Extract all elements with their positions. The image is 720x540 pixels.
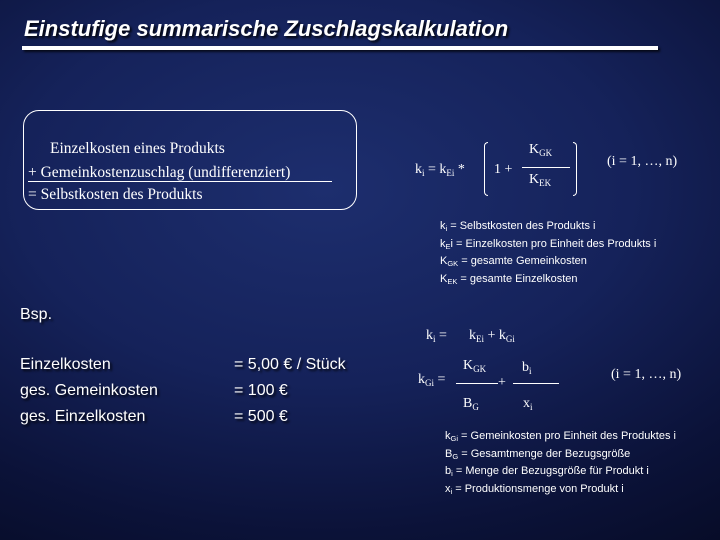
formula1-one-plus: 1 + xyxy=(494,162,513,177)
formula2-lhs: $k_i$ = xyxy=(426,328,447,344)
example-heading: Bsp. xyxy=(20,306,53,323)
formula1-denominator: $K_{EK}$ xyxy=(529,172,552,188)
formula3-denominator-2: $x_i$ xyxy=(523,396,533,412)
legend-1 xyxy=(440,220,656,290)
example-label-gesamteinzelkosten: ges. Einzelkosten xyxy=(20,408,146,425)
example-label-gemeinkosten: ges. Gemeinkosten xyxy=(20,382,158,399)
formula2-rhs: $k_{Ei} + k_{Gi}$ xyxy=(469,328,515,344)
legend1-item: $k_Ei$ = Einzelkosten pro Einheit des Produkts i xyxy=(440,237,657,251)
formula1-left-bracket xyxy=(484,142,488,196)
legend1-item: $K_{GK}$ = gesamte Gemeinkosten xyxy=(440,255,587,268)
calc-line-selbstkosten: = Selbstkosten des Produkts xyxy=(28,186,203,203)
formula3-numerator-2: $b_i$ xyxy=(522,360,532,376)
formula3-numerator-1: $K_{GK}$ xyxy=(463,358,487,374)
slide-title: Einstufige summarische Zuschlagskalkulation xyxy=(24,16,509,41)
calc-underline xyxy=(28,181,332,182)
formula1-fraction-bar xyxy=(522,167,570,168)
formula1-lhs: $k_i = k_{Ei}$ * xyxy=(415,162,465,178)
example-value-einzelkosten: = 5,00 € / Stück xyxy=(234,356,346,373)
legend1-item: $k_i$ = Selbstkosten des Produkts i xyxy=(440,220,596,233)
legend-2 xyxy=(445,430,676,500)
formula3-fraction-bar-2 xyxy=(513,383,559,384)
legend2-item: $b_i$ = Menge der Bezugsgröße für Produkt i xyxy=(445,465,649,478)
legend2-item: $x_i$ = Produktionsmenge von Produkt i xyxy=(445,482,624,496)
legend2-item: $k_{Gi}$ = Gemeinkosten pro Einheit des Produktes i xyxy=(445,430,676,443)
legend1-item: $K_{EK}$ = gesamte Einzelkosten xyxy=(440,272,578,286)
formula1-numerator: $K_{GK}$ xyxy=(529,142,553,158)
formula3-lhs: $k_{Gi}$ = xyxy=(418,372,446,388)
example-label-einzelkosten: Einzelkosten xyxy=(20,356,111,373)
legend2-item: $B_G$ = Gesamtmenge der Bezugsgröße xyxy=(445,447,631,461)
example-value-gemeinkosten: = 100 € xyxy=(234,382,288,399)
formula3-denominator-1: $B_G$ xyxy=(463,396,479,412)
calc-line-einzelkosten: Einzelkosten eines Produkts xyxy=(50,140,225,157)
example-value-gesamteinzelkosten: = 500 € xyxy=(234,408,288,425)
formula1-right-bracket xyxy=(573,142,577,196)
formula3-fraction-bar-1 xyxy=(456,383,498,384)
formula3-plus: + xyxy=(498,375,506,390)
calc-line-gemeinkostenzuschlag: + Gemeinkostenzuschlag (undifferenziert) xyxy=(28,164,291,181)
formula1-range: (i = 1, …, n) xyxy=(607,154,678,169)
title-underline xyxy=(22,46,658,50)
formula3-range: (i = 1, …, n) xyxy=(611,367,682,382)
